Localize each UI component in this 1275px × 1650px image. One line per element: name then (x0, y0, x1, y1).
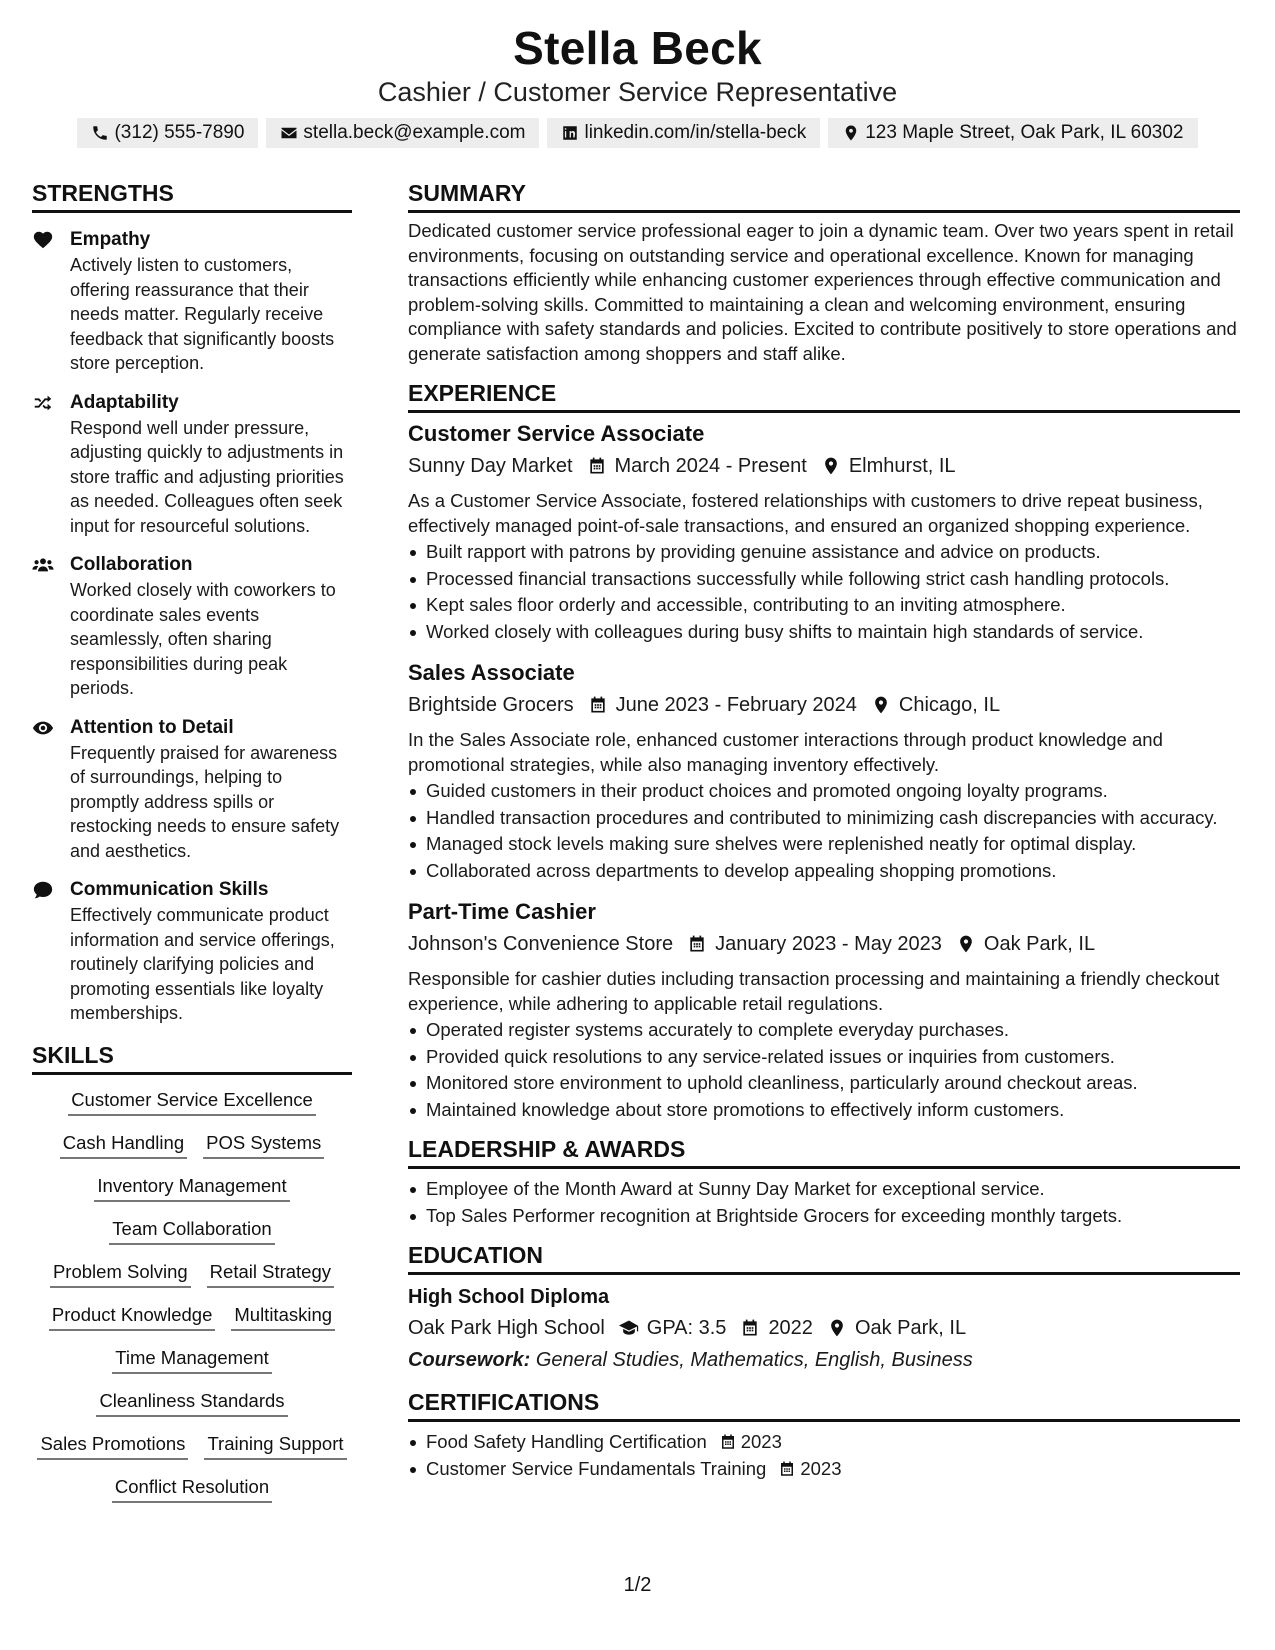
resume-header (0, 20, 1275, 148)
speech-bubble-icon (32, 879, 54, 901)
certification-item (408, 1430, 1240, 1455)
contact-email[interactable] (266, 118, 539, 148)
leadership-heading: LEADERSHIP & AWARDS (408, 1134, 1240, 1169)
candidate-role: Cashier / Customer Service Representative (377, 77, 898, 107)
calendar-icon (778, 1460, 796, 1478)
leadership-section (408, 1134, 1240, 1228)
job-location: Chicago, IL (898, 694, 1001, 716)
contact-address (828, 118, 1197, 148)
skills-heading: SKILLS (32, 1040, 352, 1075)
phone-icon (91, 124, 109, 142)
leadership-bullets (408, 1177, 1240, 1228)
job-bullet: Monitored store environment to uphold cleanliness, particularly around checkout areas. (408, 1071, 1240, 1096)
job-bullet: Provided quick resolutions to any service-related issues or inquiries from customers. (408, 1045, 1240, 1070)
contact-address-text: 123 Maple Street, Oak Park, IL 60302 (865, 122, 1184, 143)
job-bullet: Worked closely with colleagues during busy shifts to maintain high standards of service. (408, 620, 1240, 645)
strength-title: Adaptability (70, 391, 179, 413)
skill-tag: Cleanliness Standards (96, 1388, 287, 1417)
contact-email-text: stella.beck@example.com (303, 122, 526, 143)
summary-text: Dedicated customer service professional eager to join a dynamic team. Over two years spent in retail environments, focusing on outstanding service and operational excellence. Known for managing transactions efficiently while enhancing customer experiences through effective communication and problem-solving skills. Committed to maintaining a clean and welcoming environment, ensuring compliance with safety standards and policies. Excited to contribute positively to store operations and generate satisfaction among shoppers and staff alike. (408, 220, 1237, 364)
calendar-icon (587, 456, 607, 476)
job-bullet: Built rapport with patrons by providing genuine assistance and advice on products. (408, 540, 1240, 565)
education-meta (408, 1313, 1240, 1343)
job-meta (408, 929, 1240, 959)
eye-icon (32, 717, 54, 739)
skill-tag: Time Management (112, 1345, 272, 1374)
skills-list (32, 1087, 352, 1503)
award-bullet: Top Sales Performer recognition at Brightside Grocers for exceeding monthly targets. (408, 1204, 1240, 1229)
strength-desc: Effectively communicate product information and service offerings, routinely clarifying policies and promoting essentials like loyalty memberships. (70, 905, 335, 1023)
school-location: Oak Park, IL (854, 1317, 967, 1339)
map-pin-icon (842, 124, 860, 142)
gpa: GPA: 3.5 (646, 1317, 727, 1339)
linkedin-icon (561, 124, 579, 142)
job-company: Sunny Day Market (408, 455, 573, 477)
job-bullet: Managed stock levels making sure shelves were replenished neatly for optimal display. (408, 832, 1240, 857)
degree-title: High School Diploma (408, 1286, 610, 1308)
certification-year: 2023 (800, 1457, 842, 1479)
skill-tag: Product Knowledge (49, 1302, 215, 1331)
job-entry (408, 897, 1240, 1122)
graduation-year: 2022 (768, 1317, 813, 1339)
skill-tag: Retail Strategy (207, 1259, 334, 1288)
skill-tag: Inventory Management (94, 1173, 289, 1202)
job-bullets (408, 779, 1240, 883)
contact-phone[interactable] (77, 118, 258, 148)
page-number: 1/2 (623, 1574, 652, 1596)
calendar-icon (588, 695, 608, 715)
award-bullet: Employee of the Month Award at Sunny Day Market for exceptional service. (408, 1177, 1240, 1202)
job-company: Johnson's Convenience Store (408, 933, 674, 955)
job-location: Oak Park, IL (983, 933, 1096, 955)
job-description: In the Sales Associate role, enhanced customer interactions through product knowledge and promotional strategies, while also managing inventory effectively. (408, 729, 1163, 775)
skill-tag: Cash Handling (60, 1130, 187, 1159)
calendar-icon (687, 934, 707, 954)
job-description: Responsible for cashier duties including transaction processing and maintaining a friendly checkout experience, while adhering to applicable retail regulations. (408, 968, 1220, 1014)
job-title: Customer Service Associate (408, 421, 705, 446)
map-pin-icon (871, 695, 891, 715)
certification-name: Customer Service Fundamentals Training (426, 1457, 767, 1479)
job-bullet: Kept sales floor orderly and accessible, contributing to an inviting atmosphere. (408, 593, 1240, 618)
job-location: Elmhurst, IL (848, 455, 956, 477)
job-meta (408, 690, 1240, 720)
job-bullet: Maintained knowledge about store promotions to effectively inform customers. (408, 1098, 1240, 1123)
calendar-icon (719, 1433, 737, 1451)
job-bullets (408, 1018, 1240, 1122)
skill-tag: Conflict Resolution (112, 1474, 272, 1503)
coursework-label: Coursework: (408, 1349, 531, 1371)
strength-title: Empathy (70, 229, 151, 250)
job-bullet: Guided customers in their product choices and promoted ongoing loyalty programs. (408, 779, 1240, 804)
strength-item (32, 552, 352, 701)
certification-name: Food Safety Handling Certification (426, 1431, 707, 1452)
skill-tag: Team Collaboration (109, 1216, 274, 1245)
skill-tag: Sales Promotions (37, 1431, 188, 1460)
strength-title: Collaboration (70, 554, 193, 575)
coursework (408, 1345, 1240, 1375)
strengths-heading: STRENGTHS (32, 178, 352, 213)
certifications-section (408, 1387, 1240, 1481)
experience-heading: EXPERIENCE (408, 378, 1240, 413)
heart-icon (32, 229, 54, 251)
job-meta (408, 451, 1240, 481)
strength-title: Communication Skills (70, 879, 269, 900)
contact-linkedin[interactable] (547, 118, 820, 148)
job-bullet: Operated register systems accurately to complete everyday purchases. (408, 1018, 1240, 1043)
certifications-heading: CERTIFICATIONS (408, 1387, 1240, 1422)
calendar-icon (740, 1318, 760, 1338)
job-title: Part-Time Cashier (408, 899, 596, 924)
contact-bar (0, 118, 1275, 148)
map-pin-icon (956, 934, 976, 954)
education-heading: EDUCATION (408, 1240, 1240, 1275)
contact-linkedin-text: linkedin.com/in/stella-beck (584, 122, 807, 143)
contact-phone-text: (312) 555-7890 (114, 122, 245, 143)
job-bullet: Handled transaction procedures and contributed to minimizing cash discrepancies with accuracy. (408, 806, 1240, 831)
strength-item (32, 877, 352, 1026)
school-name: Oak Park High School (408, 1317, 605, 1339)
strength-desc: Actively listen to customers, offering reassurance that their needs matter. Regularly receive feedback that significantly boosts store perception. (70, 255, 335, 373)
skills-section (32, 1040, 352, 1503)
graduation-cap-icon (619, 1318, 639, 1338)
certification-year: 2023 (740, 1431, 782, 1452)
candidate-name: Stella Beck (513, 22, 762, 74)
strengths-list (32, 227, 352, 1026)
left-column (32, 178, 352, 1503)
job-bullet: Processed financial transactions successfully while following strict cash handling protocols. (408, 567, 1240, 592)
map-pin-icon (821, 456, 841, 476)
strength-desc: Respond well under pressure, adjusting quickly to adjustments in store traffic and adjusting priorities as needed. Colleagues often seek input for resourceful solutions. (70, 417, 344, 536)
strength-desc: Worked closely with coworkers to coordinate sales events seamlessly, often sharing responsibilities during peak periods. (70, 580, 336, 698)
strength-item (32, 227, 352, 376)
skill-tag: Customer Service Excellence (68, 1087, 316, 1116)
skill-tag: Multitasking (231, 1302, 335, 1331)
experience-section (408, 378, 1240, 1122)
job-entry (408, 658, 1240, 883)
coursework-list: General Studies, Mathematics, English, Business (535, 1349, 973, 1371)
job-dates: January 2023 - May 2023 (715, 933, 942, 955)
envelope-icon (280, 124, 298, 142)
job-company: Brightside Grocers (408, 694, 574, 716)
certification-list (408, 1430, 1240, 1481)
shuffle-icon (32, 392, 54, 414)
job-description: As a Customer Service Associate, fostered relationships with customers to drive repeat business, effectively managed point-of-sale transactions, and ensured an organized shopping experience. (408, 490, 1203, 536)
job-dates: March 2024 - Present (614, 455, 807, 477)
strength-item (32, 390, 352, 539)
strength-title: Attention to Detail (70, 716, 234, 738)
right-column (408, 178, 1240, 1483)
job-bullet: Collaborated across departments to develop appealing shopping promotions. (408, 859, 1240, 884)
summary-heading: SUMMARY (408, 178, 1240, 213)
strength-desc: Frequently praised for awareness of surroundings, helping to promptly address spills or restocking needs to ensure safety and aesthetics. (70, 742, 340, 861)
certification-item (408, 1457, 1240, 1482)
job-entry (408, 419, 1240, 644)
job-bullets (408, 540, 1240, 644)
skill-tag: POS Systems (203, 1130, 324, 1159)
job-dates: June 2023 - February 2024 (615, 694, 857, 716)
job-title: Sales Associate (408, 660, 575, 685)
users-icon (32, 554, 54, 576)
skill-tag: Training Support (204, 1431, 346, 1460)
map-pin-icon (827, 1318, 847, 1338)
strength-item (32, 715, 352, 864)
skill-tag: Problem Solving (50, 1259, 191, 1288)
education-section (408, 1240, 1240, 1375)
